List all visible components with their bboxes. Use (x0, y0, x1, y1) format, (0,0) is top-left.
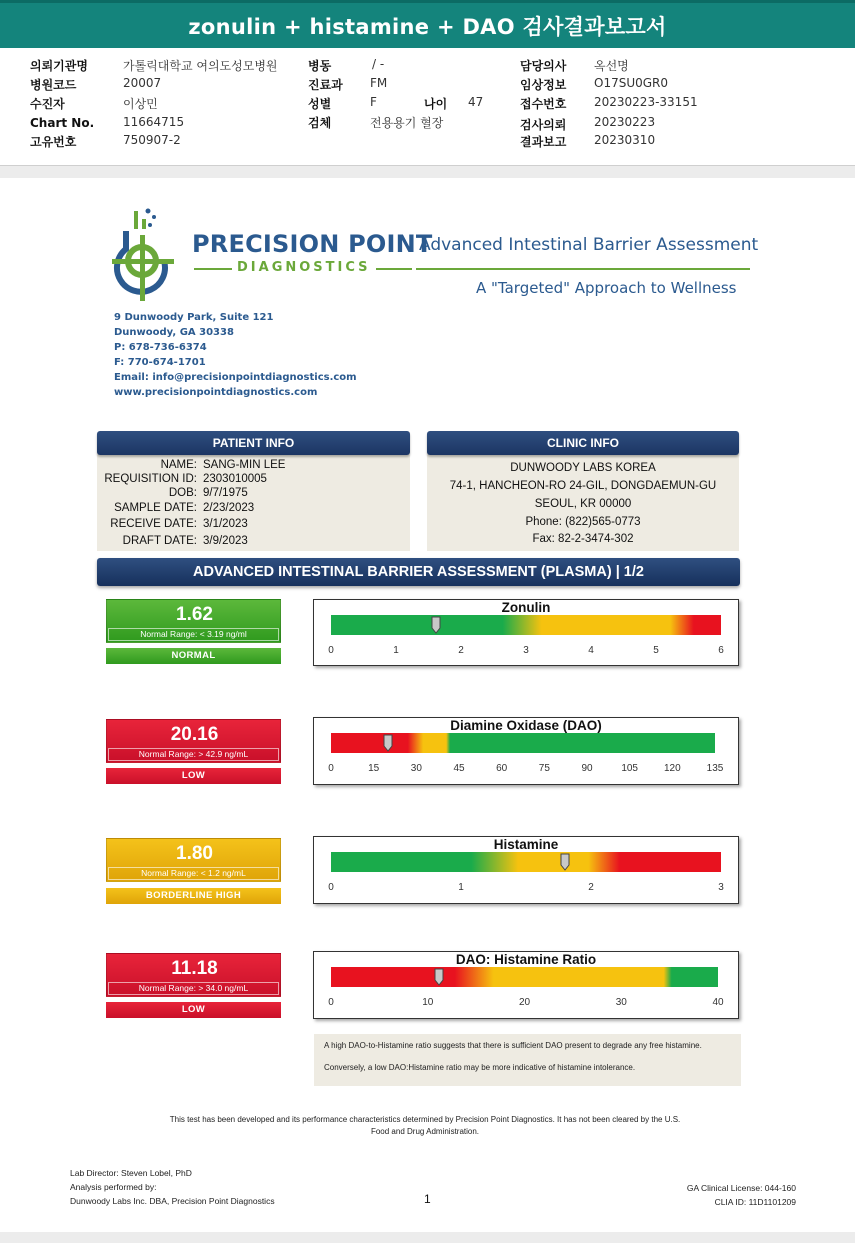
gauge-tick-label: 1 (393, 645, 399, 656)
lab-name: Dunwoody Labs Inc. DBA, Precision Point Diagnostics (70, 1196, 275, 1206)
request-header (0, 48, 855, 166)
address-line: Dunwoody, GA 30338 (114, 327, 234, 338)
address-line: 9 Dunwoody Park, Suite 121 (114, 312, 274, 323)
zonulin-gauge (313, 599, 739, 666)
gauge-tick-label: 30 (615, 997, 627, 1008)
patient-row (97, 502, 407, 517)
result-value: 1.80 (176, 843, 213, 864)
gauge-tick-label: 1 (458, 882, 464, 893)
gauge-title: Diamine Oxidase (DAO) (450, 718, 602, 733)
patient-row (97, 535, 407, 550)
section-divider (0, 166, 855, 178)
gauge-title: DAO: Histamine Ratio (455, 952, 597, 967)
clinic-line: SEOUL, KR 00000 (534, 498, 632, 510)
histamine-gauge (313, 836, 739, 904)
dao-gauge (313, 717, 739, 785)
header-value: 750907-2 (123, 133, 181, 147)
status-badge: LOW (106, 1002, 281, 1018)
header-key: 고유번호 (30, 135, 77, 149)
header-key: 진료과 (308, 78, 343, 92)
result-value: 20.16 (170, 724, 219, 745)
ratio-value-box (106, 953, 281, 997)
gauge-tick-label: 105 (621, 763, 638, 774)
page-number: 1 (424, 1192, 431, 1206)
header-value: 20230223-33151 (594, 95, 698, 109)
gauge-bar (331, 967, 718, 987)
status-badge: LOW (106, 768, 281, 784)
normal-range: Normal Range: < 1.2 ng/mL (108, 867, 279, 880)
header-value: F (370, 95, 377, 109)
gauge-tick-label: 0 (328, 645, 334, 656)
patient-value: 3/1/2023 (203, 518, 248, 530)
patient-label: NAME: (160, 459, 197, 471)
gauge-value-marker (434, 968, 444, 986)
normal-range: Normal Range: > 42.9 ng/mL (108, 748, 279, 761)
header-value: 11664715 (123, 115, 185, 129)
clinic-line: 74-1, HANCHEON-RO 24-GIL, DONGDAEMUN-GU (449, 480, 717, 492)
brand-sub: DIAGNOSTICS (237, 260, 371, 275)
gauge-tick-label: 10 (422, 997, 434, 1008)
assessment-heading: ADVANCED INTESTINAL BARRIER ASSESSMENT (PLASMA) | 1/2 (97, 558, 740, 586)
email-link[interactable]: Email: info@precisionpointdiagnostics.com (114, 372, 357, 383)
patient-row (97, 487, 407, 502)
header-key: 결과보고 (520, 135, 567, 149)
gauge-tick-label: 60 (496, 763, 508, 774)
header-key: 나이 (424, 97, 448, 111)
header-value: 20230310 (594, 133, 656, 147)
histamine-value-box (106, 838, 281, 882)
result-value: 1.62 (176, 604, 213, 625)
patient-value: 2/23/2023 (203, 502, 255, 514)
clinic-line: DUNWOODY LABS KOREA (510, 462, 656, 474)
gauge-tick-label: 0 (328, 882, 334, 893)
brand-tagline: A "Targeted" Approach to Wellness (476, 279, 737, 297)
header-key: 수진자 (30, 97, 65, 111)
ratio-gauge (313, 951, 739, 1019)
disclaimer-line: This test has been developed and its performance characteristics determined by Precision Point Diagnostics. It has not been cleared by the U.S. (169, 1115, 681, 1124)
header-key: 성별 (308, 97, 332, 111)
brand-rule (416, 268, 750, 270)
gauge-tick-label: 90 (581, 763, 593, 774)
normal-range: Normal Range: > 34.0 ng/mL (108, 982, 279, 995)
patient-value: SANG-MIN LEE (203, 459, 286, 471)
clia-id: CLIA ID: 11D1101209 (714, 1197, 796, 1207)
gauge-bar (331, 852, 721, 872)
gauge-tick-label: 3 (718, 882, 724, 893)
clinic-info-heading: CLINIC INFO (427, 431, 739, 455)
clinic-info-box (427, 441, 739, 551)
normal-range: Normal Range: < 3.19 ng/ml (108, 628, 279, 641)
header-value: FM (370, 76, 388, 90)
gauge-tick-label: 45 (453, 763, 465, 774)
gauge-tick-label: 2 (588, 882, 594, 893)
footer-right (600, 1181, 796, 1209)
result-value: 11.18 (171, 958, 218, 979)
report-title-bar (0, 0, 855, 48)
gauge-tick-label: 30 (410, 763, 422, 774)
gauge-value-marker (431, 616, 441, 634)
status-badge: BORDERLINE HIGH (106, 888, 281, 904)
clinic-line: Phone: (822)565-0773 (525, 516, 641, 528)
patient-label: DRAFT DATE: (122, 535, 197, 547)
patient-row (97, 518, 407, 533)
gauge-tick-label: 40 (712, 997, 724, 1008)
header-value: 가톨릭대학교 여의도성모병원 (123, 59, 278, 73)
gauge-tick-label: 3 (523, 645, 529, 656)
patient-row (97, 459, 407, 474)
gauge-tick-label: 75 (538, 763, 550, 774)
header-value: 20230223 (594, 115, 656, 129)
patient-value: 9/7/1975 (203, 487, 248, 499)
brand-title: Advanced Intestinal Barrier Assessment (419, 235, 759, 255)
zonulin-value-box (106, 599, 281, 643)
header-value: 20007 (123, 76, 162, 90)
patient-label: SAMPLE DATE: (114, 502, 197, 514)
note-line: Conversely, a low DAO:Histamine ratio may be more indicative of histamine intolerance. (324, 1063, 636, 1072)
brand-rule (376, 268, 412, 270)
header-value: 전용용기 혈장 (370, 116, 444, 130)
footer-left (70, 1166, 275, 1208)
header-value: / - (372, 57, 385, 71)
header-key: 임상정보 (520, 78, 567, 92)
gauge-value-marker (383, 734, 393, 752)
status-badge: NORMAL (106, 648, 281, 664)
header-key: 병동 (308, 59, 332, 73)
patient-value: 2303010005 (203, 473, 267, 485)
clinical-license: GA Clinical License: 044-160 (686, 1183, 796, 1193)
clinic-line: Fax: 82-2-3474-302 (532, 533, 634, 545)
gauge-tick-label: 0 (328, 763, 334, 774)
gauge-tick-label: 0 (328, 997, 334, 1008)
flask-logo-icon (104, 205, 184, 305)
interpretation-note (314, 1034, 741, 1086)
header-key: 검체 (308, 116, 332, 130)
gauge-tick-label: 135 (706, 763, 724, 774)
fax-line: F: 770-674-1701 (114, 357, 206, 368)
gauge-tick-label: 120 (663, 763, 681, 774)
patient-label: REQUISITION ID: (104, 473, 197, 485)
patient-label: RECEIVE DATE: (110, 518, 197, 530)
brand-rule (194, 268, 232, 270)
header-value: 옥선명 (594, 59, 629, 73)
dao-value-box (106, 719, 281, 763)
header-key: 담당의사 (520, 59, 567, 73)
header-key: 의뢰기관명 (30, 59, 88, 73)
brand-name: PRECISION POINT (192, 230, 433, 258)
header-key: 검사의뢰 (520, 118, 567, 132)
phone-line: P: 678-736-6374 (114, 342, 207, 353)
website-link[interactable]: www.precisionpointdiagnostics.com (114, 387, 318, 398)
note-line: A high DAO-to-Histamine ratio suggests that there is sufficient DAO present to degrade any free histamine. (324, 1041, 702, 1050)
gauge-title: Zonulin (501, 600, 551, 615)
lab-director: Lab Director: Steven Lobel, PhD (70, 1168, 192, 1178)
fda-disclaimer (120, 1114, 730, 1138)
gauge-tick-label: 5 (653, 645, 659, 656)
gauge-value-marker (560, 853, 570, 871)
gauge-tick-label: 4 (588, 645, 594, 656)
header-value: O17SU0GR0 (594, 76, 669, 90)
gauge-tick-label: 15 (368, 763, 380, 774)
patient-value: 3/9/2023 (203, 535, 248, 547)
patient-info-box (97, 441, 410, 551)
report-title: zonulin + histamine + DAO 검사결과보고서 (188, 14, 667, 39)
gauge-tick-label: 20 (518, 997, 531, 1008)
header-key: 병원코드 (30, 78, 77, 92)
patient-row (97, 473, 407, 488)
page-bottom-border (0, 1232, 855, 1243)
header-key: 접수번호 (520, 97, 567, 111)
gauge-title: Histamine (493, 837, 559, 852)
header-key: Chart No. (30, 116, 95, 130)
analysis-label: Analysis performed by: (70, 1182, 157, 1192)
header-value: 이상민 (123, 97, 158, 111)
patient-info-heading: PATIENT INFO (97, 431, 410, 455)
header-value: 47 (468, 95, 484, 109)
gauge-bar (331, 615, 721, 635)
disclaimer-line: Food and Drug Administration. (370, 1127, 480, 1136)
gauge-tick-label: 2 (458, 645, 464, 656)
gauge-tick-label: 6 (718, 645, 724, 656)
patient-label: DOB: (168, 487, 197, 499)
